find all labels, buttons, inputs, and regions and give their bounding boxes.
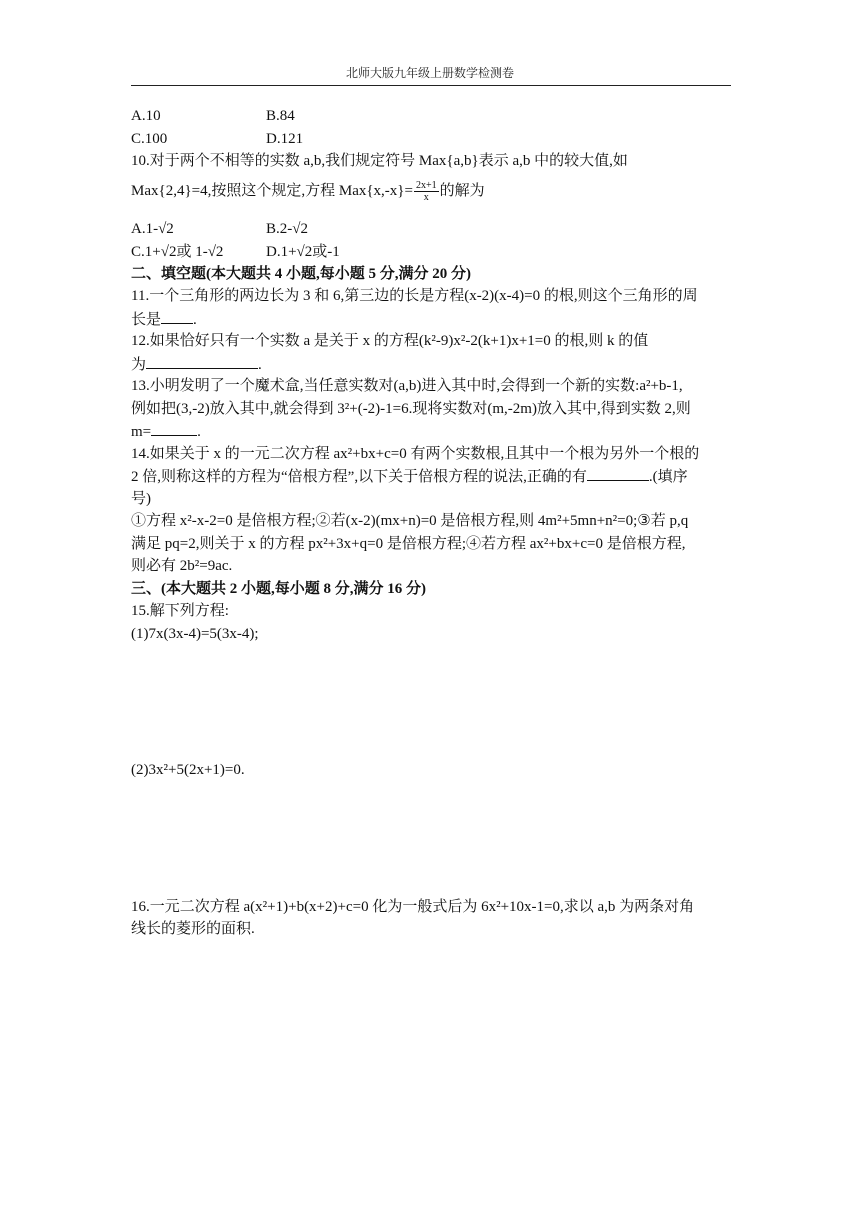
q10-fraction-numerator: 2x+1 (415, 180, 437, 191)
q13-line-2: 例如把(3,-2)放入其中,就会得到 3²+(-2)-1=6.现将实数对(m,-2m)放入其中,得到实数 2,则 (131, 401, 691, 417)
q11-answer-blank (161, 309, 193, 324)
q16-line-2: 线长的菱形的面积. (131, 921, 255, 937)
q10-option-a: A.1-√2 (131, 221, 174, 237)
q14-line-1: 14.如果关于 x 的一元二次方程 ax²+bx+c=0 有两个实数根,且其中一个根为另外一个根的 (131, 446, 700, 462)
q10-line-2 (131, 180, 485, 203)
q9-option-a: A.10 (131, 108, 161, 124)
q16-line-1: 16.一元二次方程 a(x²+1)+b(x+2)+c=0 化为一般式后为 6x²+10x-1=0,求以 a,b 为两条对角 (131, 899, 695, 915)
q10-option-b: B.2-√2 (266, 221, 308, 237)
q9-options-row-2 (131, 129, 304, 149)
q14-line-2 (131, 466, 688, 487)
q15-part-2: (2)3x²+5(2x+1)=0. (131, 762, 245, 778)
header-rule (131, 85, 731, 86)
q10-fraction-denominator: x (423, 192, 429, 203)
q14-line-2-pre: 2 倍,则称这样的方程为“倍根方程”,以下关于倍根方程的说法,正确的有 (131, 469, 587, 485)
q12-answer-blank (146, 354, 258, 369)
q9-option-c: C.100 (131, 131, 168, 147)
q15-line-1: 15.解下列方程: (131, 603, 229, 619)
q14-line-6: 则必有 2b²=9ac. (131, 558, 233, 574)
q11-line-2: 长是 . (131, 309, 197, 330)
q10-line-2-pre: Max{2,4}=4,按照这个规定,方程 Max{x,-x}= (131, 182, 413, 199)
q9-options-row-1 (131, 106, 295, 126)
q10-fraction (414, 180, 439, 203)
q9-option-d: D.121 (266, 131, 304, 147)
q12-line-1: 12.如果恰好只有一个实数 a 是关于 x 的方程(k²-9)x²-2(k+1)x+1=0 的根,则 k 的值 (131, 333, 649, 349)
q11-line-1: 11.一个三角形的两边长为 3 和 6,第三边的长是方程(x-2)(x-4)=0 的根,则这个三角形的周 (131, 288, 698, 304)
q10-options-row-2 (131, 242, 340, 262)
q9-option-b: B.84 (266, 108, 295, 124)
page-header-title: 北师大版九年级上册数学检测卷 (345, 66, 514, 80)
q15-part-1: (1)7x(3x-4)=5(3x-4); (131, 626, 259, 642)
q10-option-c: C.1+√2或 1-√2 (131, 244, 224, 260)
q14-line-2-post: .(填序 (648, 469, 688, 485)
q14-line-4: ①方程 x²-x-2=0 是倍根方程;②若(x-2)(mx+n)=0 是倍根方程,则 4m²+5mn+n²=0;③若 p,q (131, 513, 689, 529)
q13-line-3: m= . (131, 421, 201, 442)
q12-line-2-text: 为 (131, 357, 147, 373)
section-2-title: 二、填空题(本大题共 4 小题,每小题 5 分,满分 20 分) (131, 266, 471, 282)
q11-line-2-text: 长是 (131, 312, 162, 328)
q13-line-3-text: m= (131, 424, 152, 440)
q14-answer-blank (587, 466, 649, 481)
section-3-title: 三、(本大题共 2 小题,每小题 8 分,满分 16 分) (131, 581, 426, 597)
q12-line-2: 为 . (131, 354, 262, 375)
q10-options-row-1 (131, 219, 308, 239)
q10-option-d: D.1+√2或-1 (266, 244, 340, 260)
q13-answer-blank (151, 421, 197, 436)
q14-line-3: 号) (131, 491, 151, 507)
q14-line-5: 满足 pq=2,则关于 x 的方程 px²+3x+q=0 是倍根方程;④若方程 ax²+bx+c=0 是倍根方程, (131, 536, 686, 552)
q10-line-1: 10.对于两个不相等的实数 a,b,我们规定符号 Max{a,b}表示 a,b 中的较大值,如 (131, 153, 628, 169)
q13-line-1: 13.小明发明了一个魔术盒,当任意实数对(a,b)进入其中时,会得到一个新的实数:a²+b-1, (131, 378, 683, 394)
q10-line-2-post: 的解为 (439, 182, 485, 199)
